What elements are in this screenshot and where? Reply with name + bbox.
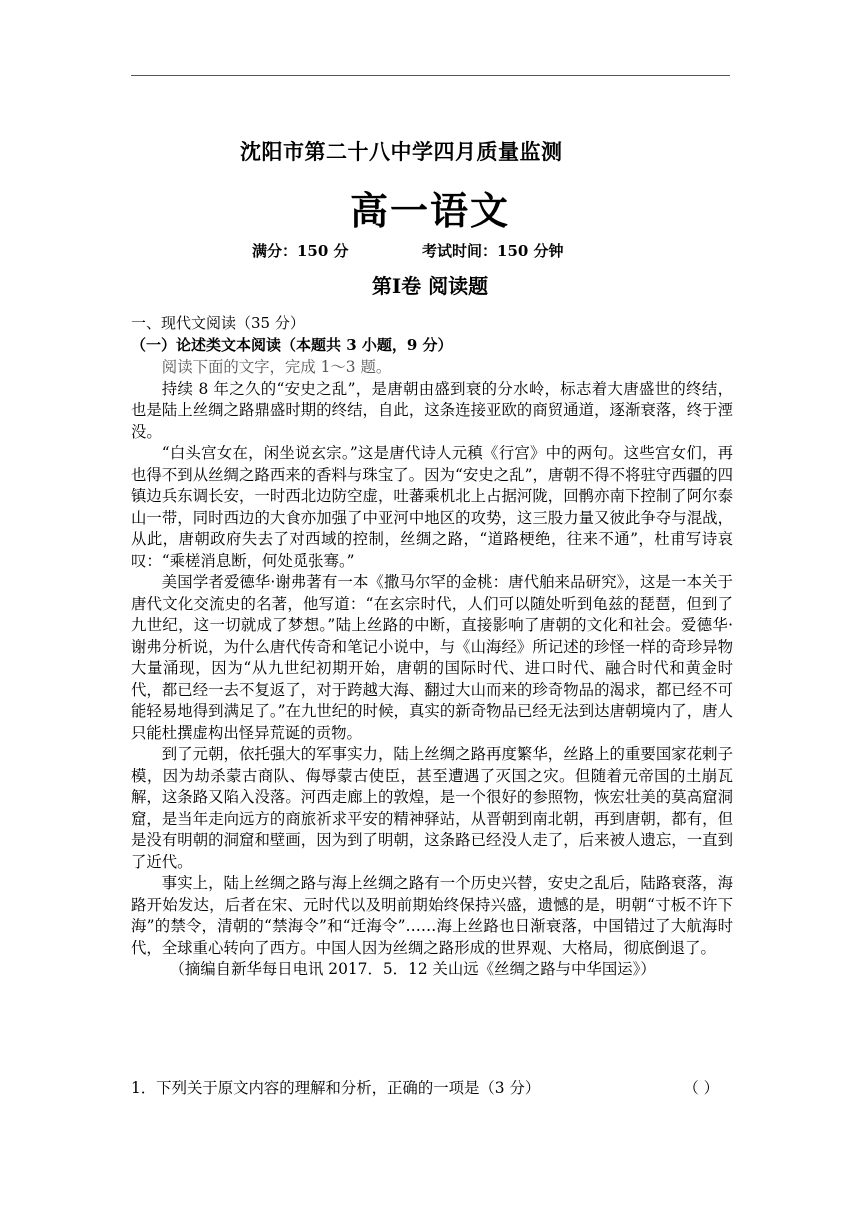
passage [131, 357, 733, 981]
question-text: 1．下列关于原文内容的理解和分析，正确的一项是（3 分） [131, 1079, 541, 1097]
passage-paragraph: 到了元朝，依托强大的军事实力，陆上丝绸之路再度繁华，丝路上的重要国家花剌子模，因为劫杀蒙古商队、侮辱蒙古使臣，甚至遭遇了灭国之灾。但随着元帝国的土崩瓦解，这条路又陷入没落。河西走廊上的敦煌，是一个很好的参照物，恢宏壮美的莫高窟洞窟，是当年走向远方的商旅祈求平安的精神驿站，从晋朝到南北朝，再到唐朝，都有，但是没有明朝的洞窟和壁画，因为到了明朝，这条路已经没人走了，后来被人遗忘，一直到了近代。 [131, 745, 733, 871]
part-heading: 一、现代文阅读（35 分） [131, 314, 305, 332]
question-1 [131, 1078, 733, 1100]
passage-paragraph: 事实上，陆上丝绸之路与海上丝绸之路有一个历史兴替，安史之乱后，陆路衰落，海路开始发达，后者在宋、元时代以及明前期始终保持兴盛，遗憾的是，明朝“寸板不许下海”的禁令，清朝的“禁海令”和“迁海令”……海上丝路也日渐衰落，中国错过了大航海时代，全球重心转向了西方。中国人因为丝绸之路形成的世界观、大格局，彻底倒退了。 [131, 874, 733, 957]
full-score: 满分：150 分 [252, 242, 349, 260]
passage-paragraph: 美国学者爱德华·谢弗著有一本《撒马尔罕的金桃：唐代舶来品研究》，这是一本关于唐代文化交流史的名著，他写道：“在玄宗时代，人们可以随处听到龟兹的琵琶，但到了九世纪，这一切就成了梦想。”陆上丝路的中断，直接影响了唐朝的文化和社会。爱德华·谢弗分析说，为什么唐代传奇和笔记小说中，与《山海经》所记述的珍怪一样的奇珍异物大量涌现，因为“从九世纪初期开始，唐朝的国际时代、进口时代、融合时代和黄金时代，都已经一去不复返了，对于跨越大海、翻过大山而来的珍奇物品的渴求，都已经不可能轻易地得到满足了。”在九世纪的时候，真实的新奇物品已经无法到达唐朝境内了，唐人只能杜撰虚构出怪异荒诞的贡物。 [131, 573, 733, 742]
passage-paragraph: “白头宫女在，闲坐说玄宗。”这是唐代诗人元稹《行宫》中的两句。这些宫女们，再也得不到从丝绸之路西来的香料与珠宝了。因为“安史之乱”，唐朝不得不将驻守西疆的四镇边兵东调长安，一时西北边防空虚，吐蕃乘机北上占据河陇，回鹘亦南下控制了阿尔泰山一带，同时西边的大食亦加强了中亚河中地区的攻势，这三股力量又彼此争夺与混战，从此，唐朝政府失去了对西域的控制，丝绸之路，“道路梗绝，往来不通”，杜甫写诗哀叹：“乘槎消息断，何处觅张骞。” [131, 444, 733, 570]
exam-time: 考试时间：150 分钟 [422, 242, 564, 260]
header-rule [131, 75, 730, 76]
passage-source: （摘编自新华每日电讯 2017．5．12 关山远《丝绸之路与中华国运》） [169, 960, 656, 978]
section-title: 第Ⅰ卷 阅读题 [371, 274, 489, 298]
passage-paragraph: 持续 8 年之久的“安史之乱”，是唐朝由盛到衰的分水岭，标志着大唐盛世的终结，也是陆上丝绸之路鼎盛时期的终结，自此，这条连接亚欧的商贸通道，逐渐衰落，终于湮没。 [131, 379, 733, 441]
passage-instruction: 阅读下面的文字，完成 1～3 题。 [161, 358, 392, 376]
school-title: 沈阳市第二十八中学四月质量监测 [240, 139, 563, 164]
answer-blank: （ ） [683, 1079, 719, 1097]
subject-title: 高一语文 [349, 188, 510, 233]
sub-heading: （一）论述类文本阅读（本题共 3 小题，9 分） [131, 336, 453, 354]
